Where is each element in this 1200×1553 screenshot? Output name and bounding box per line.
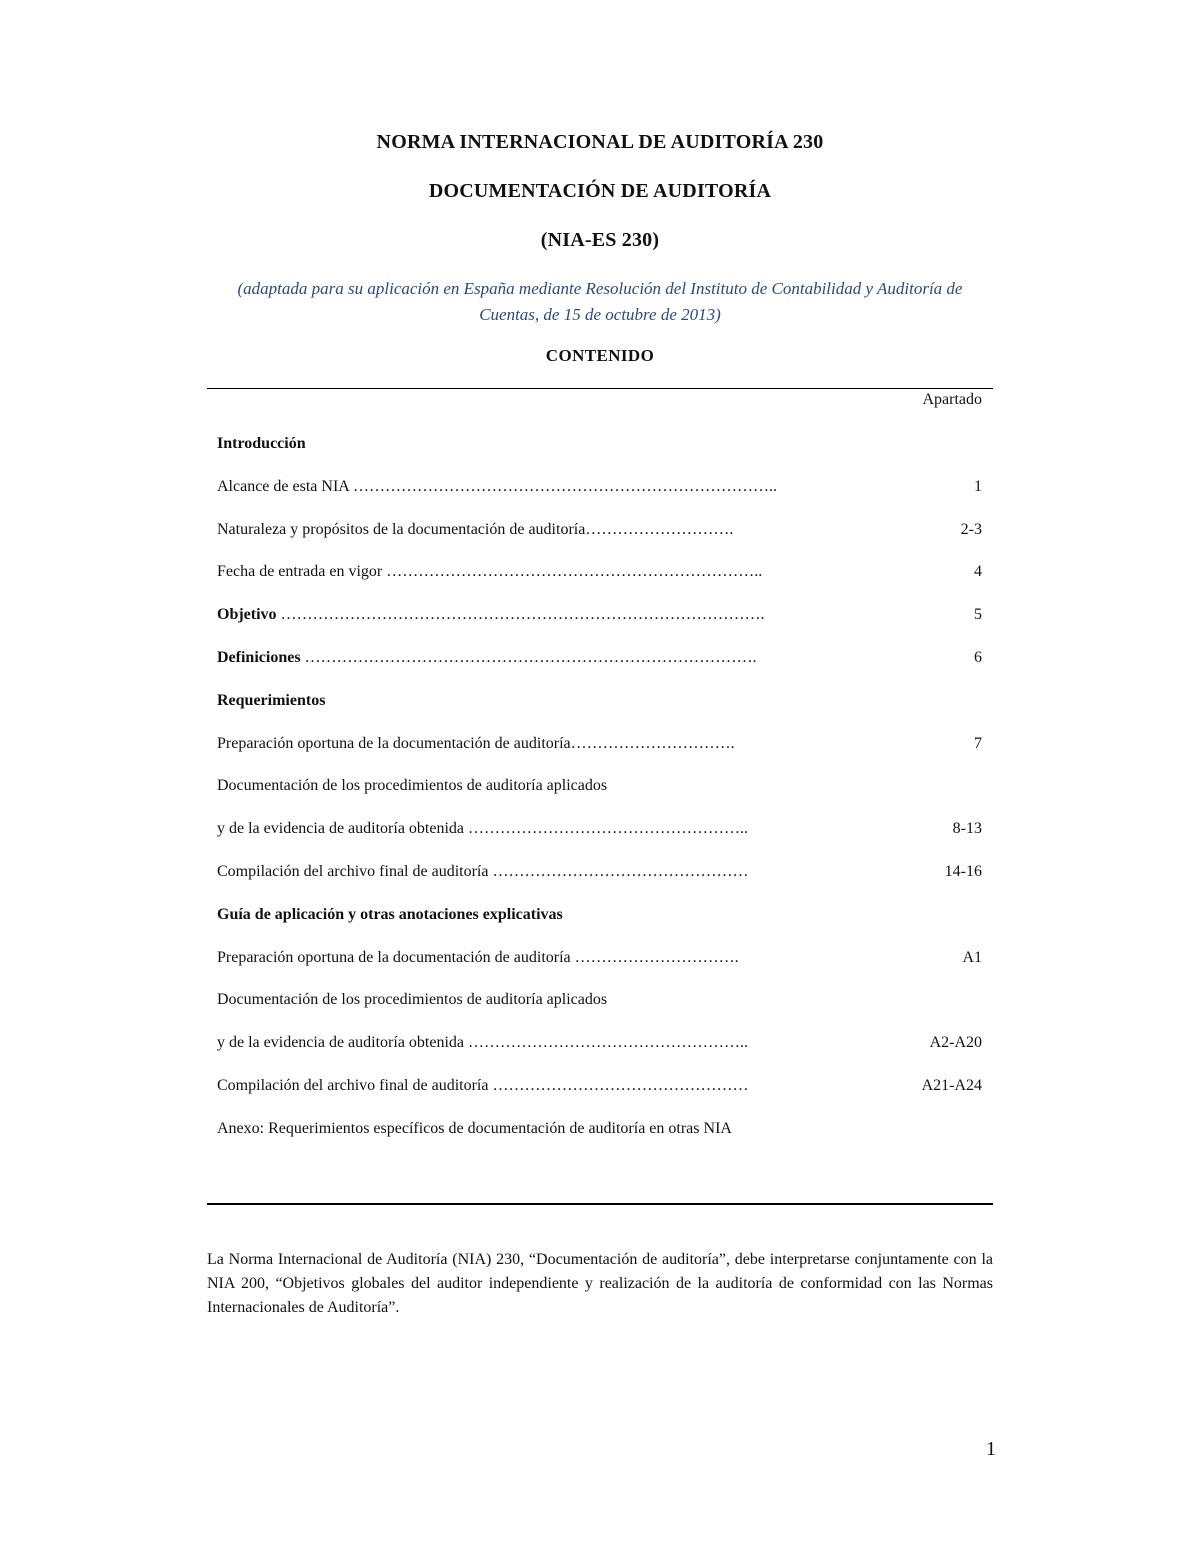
toc-entry xyxy=(217,475,982,499)
toc-entry-text: Documentación de los procedimientos de auditoría aplicados xyxy=(217,777,608,794)
toc-entry-paragraph: A1 xyxy=(962,949,982,966)
toc-entry-text: Documentación de los procedimientos de auditoría aplicados xyxy=(217,991,608,1008)
toc-section-requerimientos xyxy=(217,689,982,713)
toc-entry-text: Alcance de esta NIA …………………………………………………………………….. xyxy=(217,478,777,495)
toc-entry-paragraph: 4 xyxy=(974,563,982,580)
toc-entry-paragraph: A2-A20 xyxy=(929,1034,982,1051)
toc-entry-paragraph: A21-A24 xyxy=(921,1077,982,1094)
toc-entry-text: Guía de aplicación y otras anotaciones explicativas xyxy=(217,906,563,923)
toc-entry xyxy=(217,1074,982,1098)
toc-entry xyxy=(217,988,982,1012)
toc-entry-paragraph: 6 xyxy=(974,649,982,666)
toc-entry xyxy=(217,774,982,798)
toc-entry-anexo xyxy=(217,1117,982,1141)
toc-entry xyxy=(217,817,982,841)
document-subject-title: DOCUMENTACIÓN DE AUDITORÍA xyxy=(428,180,772,202)
toc-entry xyxy=(217,946,982,970)
contents-heading: CONTENIDO xyxy=(545,346,655,365)
toc-entry-text: Definiciones …………………………………………………………………………. xyxy=(217,649,757,666)
toc-entry-paragraph: 1 xyxy=(974,478,982,495)
toc-section-definiciones xyxy=(217,646,982,670)
toc-entry xyxy=(217,560,982,584)
adaptation-note: (adaptada para su aplicación en España mediante Resolución del Instituto de Contabilidad y Auditoría de Cuentas, de 15 de octubre de 2013) xyxy=(237,279,963,324)
toc-entry-text: Introducción xyxy=(217,435,306,452)
toc-entry xyxy=(217,518,982,542)
interpretation-note: La Norma Internacional de Auditoría (NIA) 230, “Documentación de auditoría”, debe interpretarse conjuntamente con la NIA 200, “Objetivos globales del auditor independiente y realización de la auditoría de conformidad con las Normas Internacionales de Auditoría”. xyxy=(207,1251,993,1316)
document-title: NORMA INTERNACIONAL DE AUDITORÍA 230 xyxy=(376,131,824,153)
page-number: 1 xyxy=(986,1438,996,1460)
toc-entry-text: y de la evidencia de auditoría obtenida …………………………………………….. xyxy=(217,1034,749,1051)
toc-entry-text: Fecha de entrada en vigor …………………………………………………………….. xyxy=(217,563,763,580)
toc-entry-text: Preparación oportuna de la documentación de auditoría…………………………. xyxy=(217,735,735,752)
toc-entry-paragraph: 7 xyxy=(974,735,982,752)
toc-entry xyxy=(217,732,982,756)
toc-entry xyxy=(217,1031,982,1055)
toc-section-guia-aplicacion xyxy=(217,903,982,927)
toc-section-objetivo xyxy=(217,603,982,627)
contents-column-header: Apartado xyxy=(922,391,982,408)
document-code: (NIA-ES 230) xyxy=(540,229,660,251)
toc-entry-text: y de la evidencia de auditoría obtenida …………………………………………….. xyxy=(217,820,749,837)
toc-section-introduccion xyxy=(217,432,982,456)
toc-entry-text: Requerimientos xyxy=(217,692,326,709)
bottom-divider xyxy=(207,1203,993,1205)
toc-entry-paragraph: 2-3 xyxy=(960,521,982,538)
top-divider xyxy=(207,388,993,389)
toc-entry-text: Anexo: Requerimientos específicos de documentación de auditoría en otras NIA xyxy=(217,1120,732,1137)
toc-entry xyxy=(217,860,982,884)
toc-entry-text: Compilación del archivo final de auditoría ………………………………………… xyxy=(217,863,749,880)
toc-entry-text: Objetivo ………………………………………………………………………………. xyxy=(217,606,765,623)
toc-entry-text: Preparación oportuna de la documentación de auditoría …………………………. xyxy=(217,949,739,966)
toc-entry-text: Naturaleza y propósitos de la documentación de auditoría………………………. xyxy=(217,521,734,538)
toc-entry-paragraph: 5 xyxy=(974,606,982,623)
toc-entry-text: Compilación del archivo final de auditoría ………………………………………… xyxy=(217,1077,749,1094)
toc-entry-paragraph: 8-13 xyxy=(952,820,982,837)
toc-entry-paragraph: 14-16 xyxy=(944,863,982,880)
